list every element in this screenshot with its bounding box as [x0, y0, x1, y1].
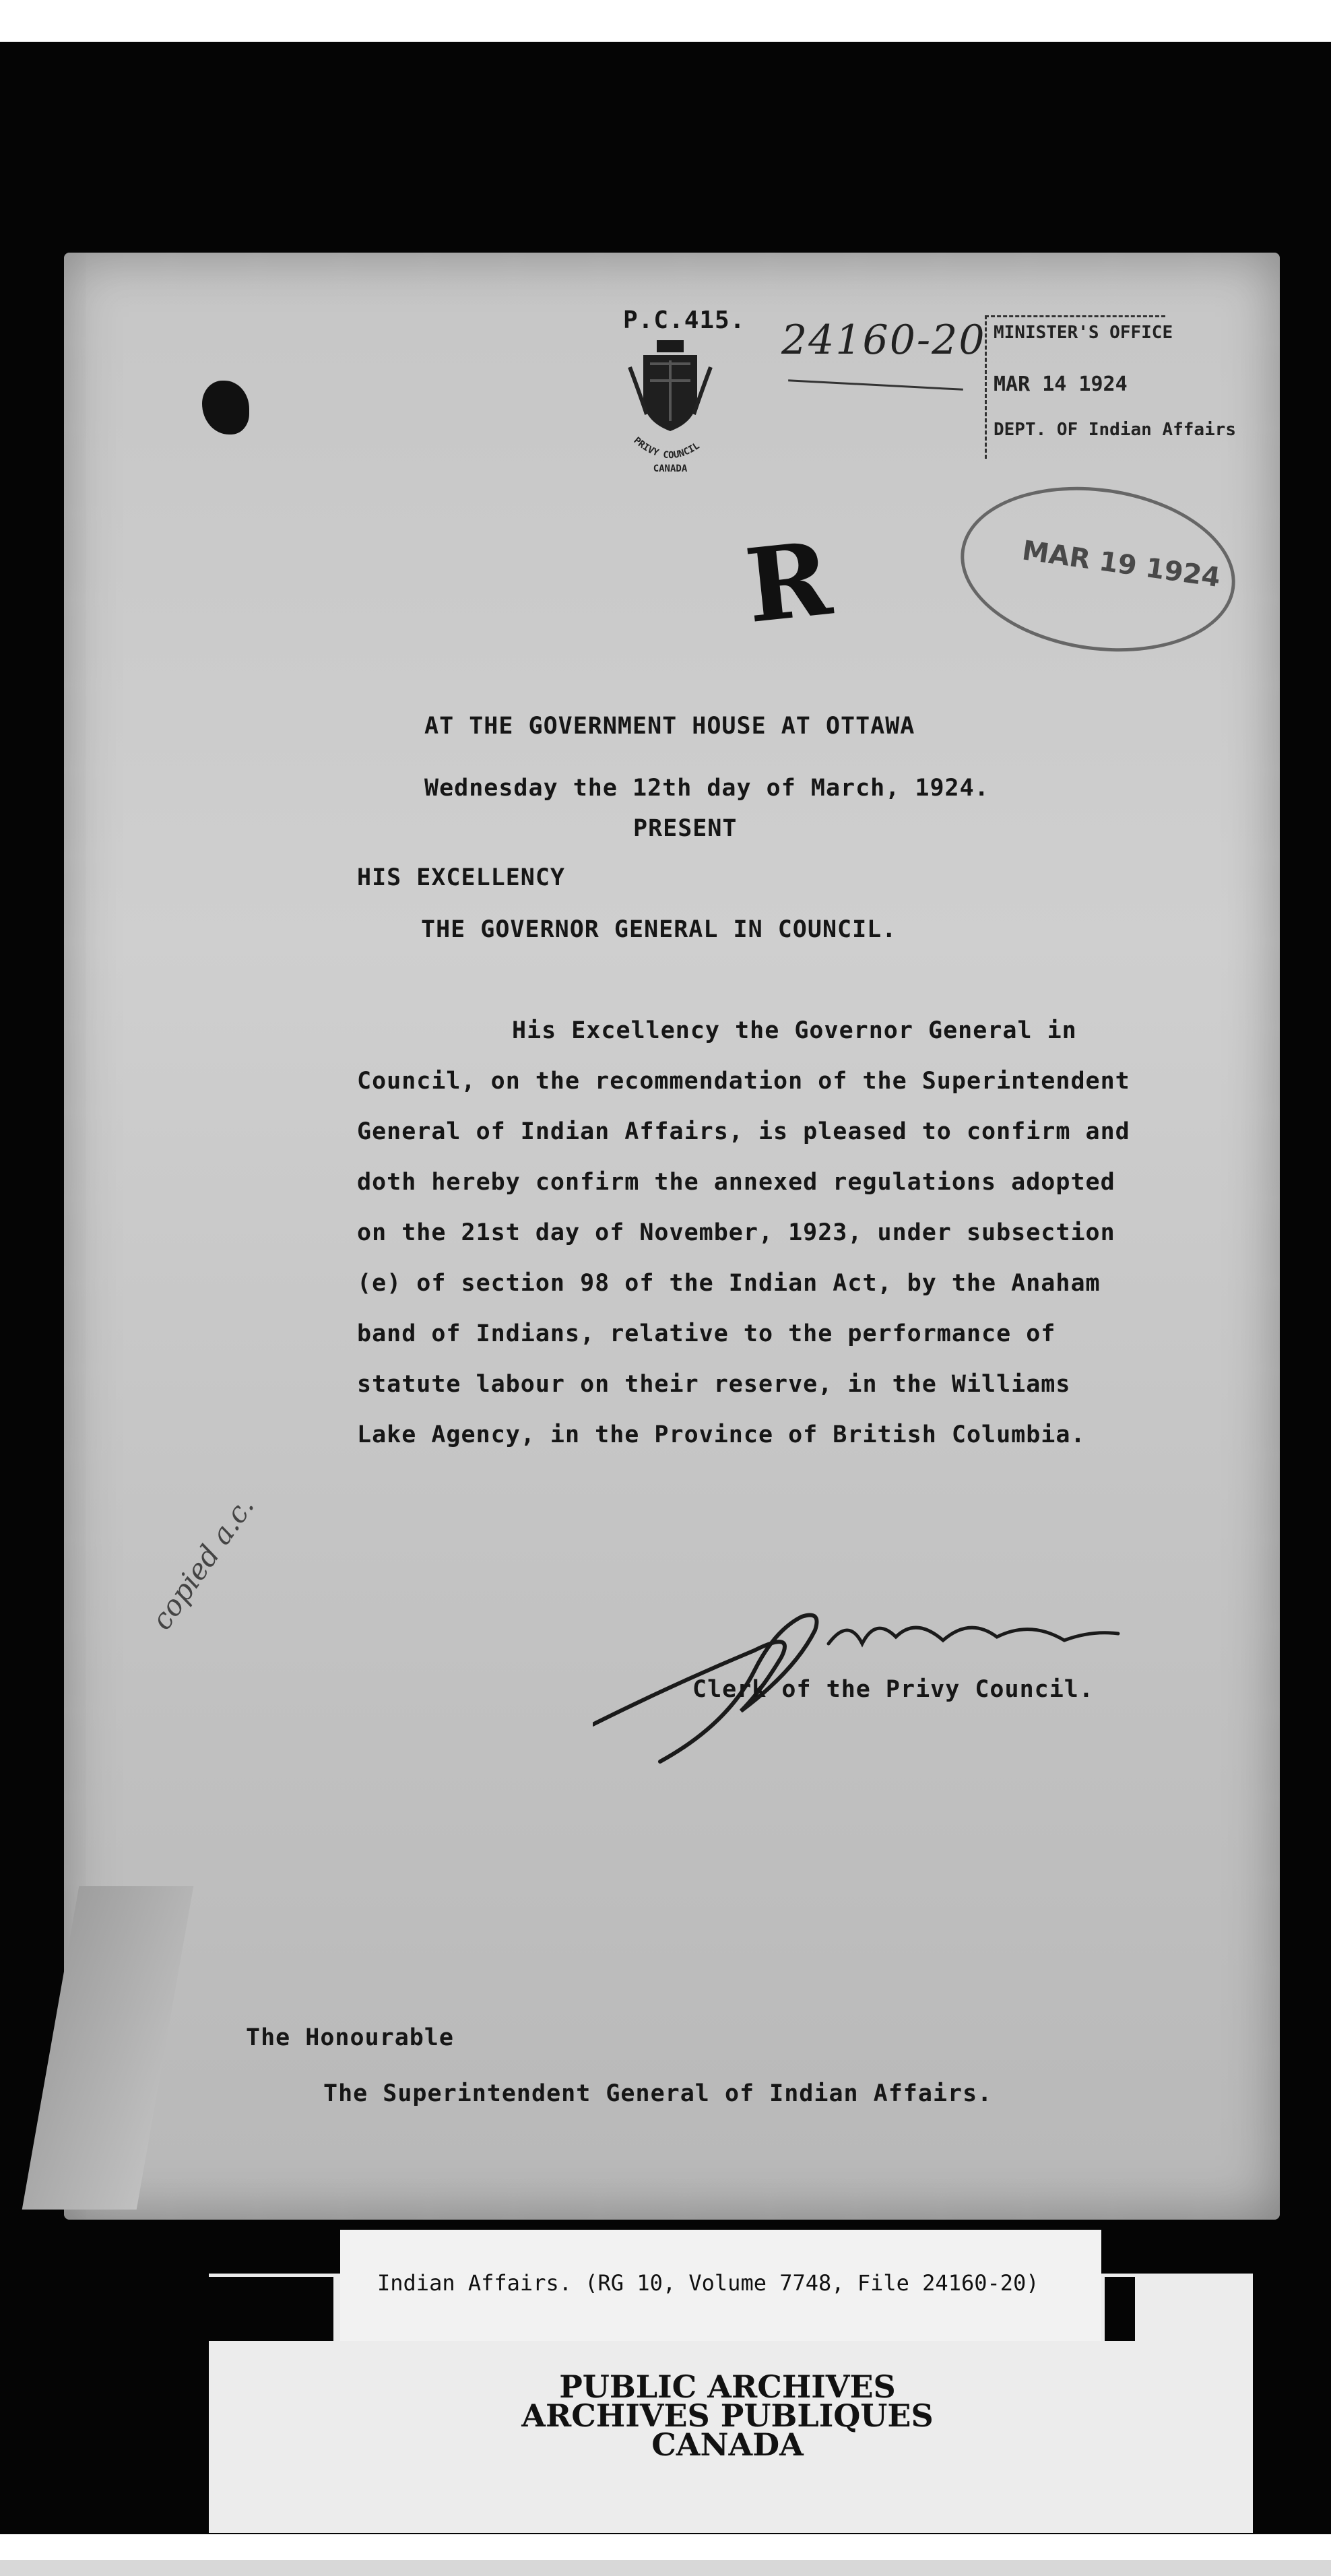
svg-text:CANADA: CANADA [653, 463, 688, 474]
received-date: MAR 19 1924 [1020, 535, 1223, 594]
body-line: Council, on the recommendation of the Superintendent [357, 1068, 1130, 1095]
handwritten-file-number: 24160-20 [781, 317, 986, 364]
governor-line: THE GOVERNOR GENERAL IN COUNCIL. [421, 916, 897, 943]
archives-line-3: CANADA [651, 2426, 804, 2463]
body-line: band of Indians, relative to the performance of [357, 1320, 1056, 1347]
excellency-line: HIS EXCELLENCY [357, 864, 566, 891]
archive-caption: Indian Affairs. (RG 10, Volume 7748, File 24160-20) [377, 2270, 1039, 2296]
label-tab-right [1105, 2277, 1135, 2341]
pc-number: P.C.415. [623, 307, 746, 334]
body-line: General of Indian Affairs, is pleased to confirm and [357, 1118, 1130, 1145]
clerk-title: Clerk of the Privy Council. [692, 1676, 1094, 1703]
archives-line-1: PUBLIC ARCHIVES [559, 2369, 896, 2405]
body-line: on the 21st day of November, 1923, under subsection [357, 1219, 1115, 1246]
privy-council-crest-icon [626, 340, 714, 475]
handwritten-archival-note: copied a.c. [145, 1490, 261, 1636]
label-tab-left [209, 2277, 333, 2341]
film-edge-strip [0, 2560, 1331, 2576]
location-line: AT THE GOVERNMENT HOUSE AT OTTAWA [424, 713, 915, 740]
body-line: statute labour on their reserve, in the Williams [357, 1371, 1071, 1398]
body-line: doth hereby confirm the annexed regulations adopted [357, 1169, 1115, 1196]
addressee-line-1: The Honourable [246, 2024, 455, 2051]
stamp-dept: DEPT. OF Indian Affairs [994, 420, 1237, 440]
present-label: PRESENT [633, 815, 738, 842]
stamp-date: MAR 14 1924 [994, 373, 1128, 396]
stamp-office-label: MINISTER'S OFFICE [994, 323, 1173, 343]
initial-r-mark: R [740, 519, 837, 647]
date-line: Wednesday the 12th day of March, 1924. [424, 775, 989, 802]
ministers-office-stamp [985, 315, 1237, 459]
body-line: (e) of section 98 of the Indian Act, by the Anaham [357, 1270, 1101, 1297]
archives-line-2: ARCHIVES PUBLIQUES [521, 2397, 934, 2434]
addressee-line-2: The Superintendent General of Indian Affairs. [323, 2080, 993, 2107]
svg-text:PRIVY COUNCIL: PRIVY COUNCIL [631, 435, 702, 461]
body-line: His Excellency the Governor General in [512, 1017, 1077, 1044]
body-line: Lake Agency, in the Province of British Columbia. [357, 1421, 1086, 1448]
